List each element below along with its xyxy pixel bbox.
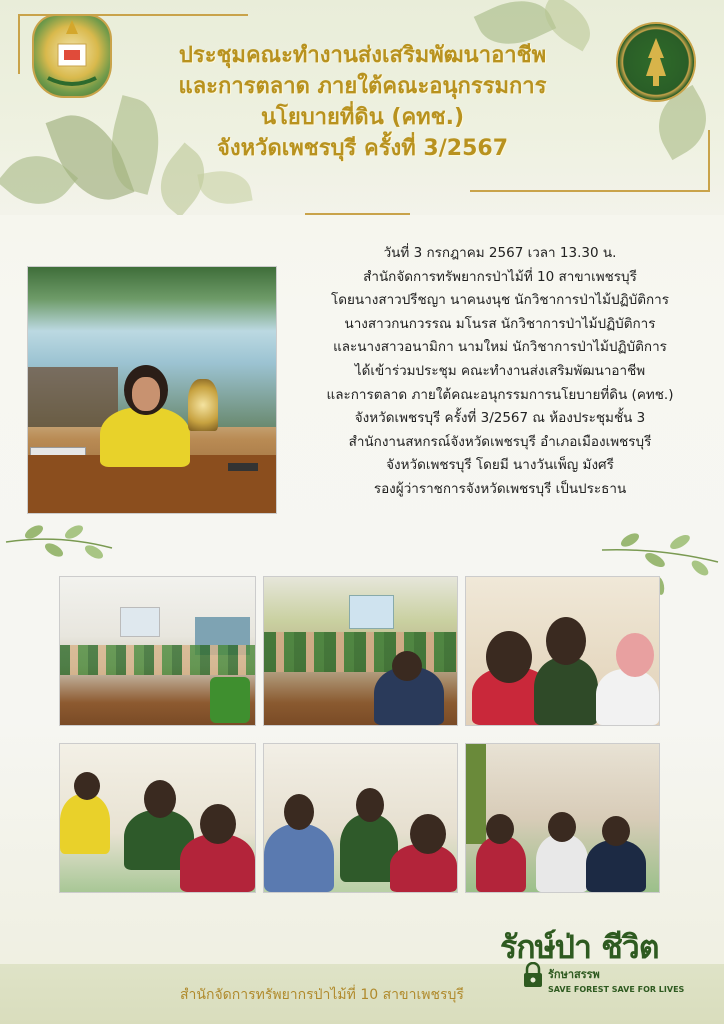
person-head [284, 794, 314, 830]
lock-leaf-icon [523, 962, 543, 988]
meeting-description [280, 242, 720, 502]
gold-frame-line [708, 130, 710, 192]
person-head [392, 651, 422, 681]
meeting-photo [466, 744, 659, 892]
person-head [486, 814, 514, 844]
trophy [188, 379, 218, 431]
attendees [60, 645, 255, 675]
page-title [120, 40, 605, 164]
campaign-slogan: SAVE FOREST SAVE FOR LIVES [548, 985, 685, 994]
title-line: นโยบายที่ดิน (คทช.) [260, 105, 465, 130]
person-head [616, 633, 654, 677]
green-curtain [466, 744, 486, 844]
person-head [486, 631, 532, 683]
description-line: จังหวัดเพชรบุรี โดยมี นางวันเพ็ญ มังศรี [386, 457, 614, 474]
title-line: และการตลาด ภายใต้คณะอนุกรรมการ [178, 74, 547, 99]
description-line: โดยนางสาวปรีชญา นาคนงนุช นักวิชาการป่าไม้ปฏิบัติการ [331, 292, 669, 309]
description-line: จังหวัดเพชรบุรี ครั้งที่ 3/2567 ณ ห้องประชุมชั้น 3 [354, 410, 646, 427]
presiding-officer [100, 407, 190, 467]
description-line: รองผู้ว่าราชการจังหวัดเพชรบุรี เป็นประธาน [373, 480, 627, 497]
person-head [410, 814, 446, 854]
royal-forest-department-icon [616, 22, 696, 102]
person-head [546, 617, 586, 665]
attendee [586, 840, 646, 892]
attendees [264, 632, 457, 672]
person-head [356, 788, 384, 822]
leaf-decoration [197, 166, 252, 209]
attendee [60, 794, 110, 854]
footer-org-name: สำนักจัดการทรัพยากรป่าไม้ที่ 10 สาขาเพชรบุรี [180, 987, 464, 1003]
person-face [132, 377, 160, 411]
gold-frame-line [18, 14, 20, 74]
provincial-emblem-icon [32, 14, 112, 98]
meeting-photo [60, 744, 255, 892]
attendee [536, 834, 588, 892]
campaign-logo: รักษ์ป่า ชีวิต [500, 928, 659, 966]
title-line: จังหวัดเพชรบุรี ครั้งที่ 3/2567 [217, 136, 508, 161]
leaf-sprig-left [4, 520, 114, 560]
person-head [200, 804, 236, 844]
description-line: สำนักจัดการทรัพยากรป่าไม้ที่ 10 สาขาเพชรบุรี [363, 268, 637, 285]
room-screen [349, 595, 394, 629]
meeting-photo [264, 577, 457, 725]
campaign-logo-subtitle: รักษาสรรพ [548, 968, 600, 981]
description-line: นางสาวกนกวรรณ มโนรส นักวิชาการป่าไม้ปฏิบัติการ [344, 315, 656, 332]
description-line: และนางสาวอนามิกา นามใหม่ นักวิชาการป่าไม้ปฏิบัติการ [333, 339, 667, 356]
description-line: และการตลาด ภายใต้คณะอนุกรรมการนโยบายที่ดิน (คทช.) [326, 386, 674, 403]
attendee [534, 657, 598, 725]
description-line: สำนักงานสหกรณ์จังหวัดเพชรบุรี อำเภอเมืองเพชรบุรี [348, 433, 652, 450]
meeting-photo [264, 744, 457, 892]
room-window [120, 607, 160, 637]
header-banner [0, 0, 724, 215]
backdrop-boats [28, 367, 118, 427]
microphone [228, 463, 258, 471]
description-line: ได้เข้าร่วมประชุม คณะทำงานส่งเสริมพัฒนาอาชีพ [354, 362, 646, 379]
attendee [596, 669, 659, 725]
meeting-photo [60, 577, 255, 725]
green-chair [210, 677, 250, 723]
attendee [264, 824, 334, 892]
attendee [476, 836, 526, 892]
description-line: วันที่ 3 กรกฎาคม 2567 เวลา 13.30 น. [383, 245, 617, 261]
main-photo [28, 267, 276, 513]
meeting-photo [466, 577, 659, 725]
divider [305, 213, 410, 215]
title-line: ประชุมคณะทำงานส่งเสริมพัฒนาอาชีพ [178, 43, 547, 68]
gold-frame-line [470, 190, 710, 192]
person-head [548, 812, 576, 842]
person-head [144, 780, 176, 818]
person-head [74, 772, 100, 800]
person-head [602, 816, 630, 846]
